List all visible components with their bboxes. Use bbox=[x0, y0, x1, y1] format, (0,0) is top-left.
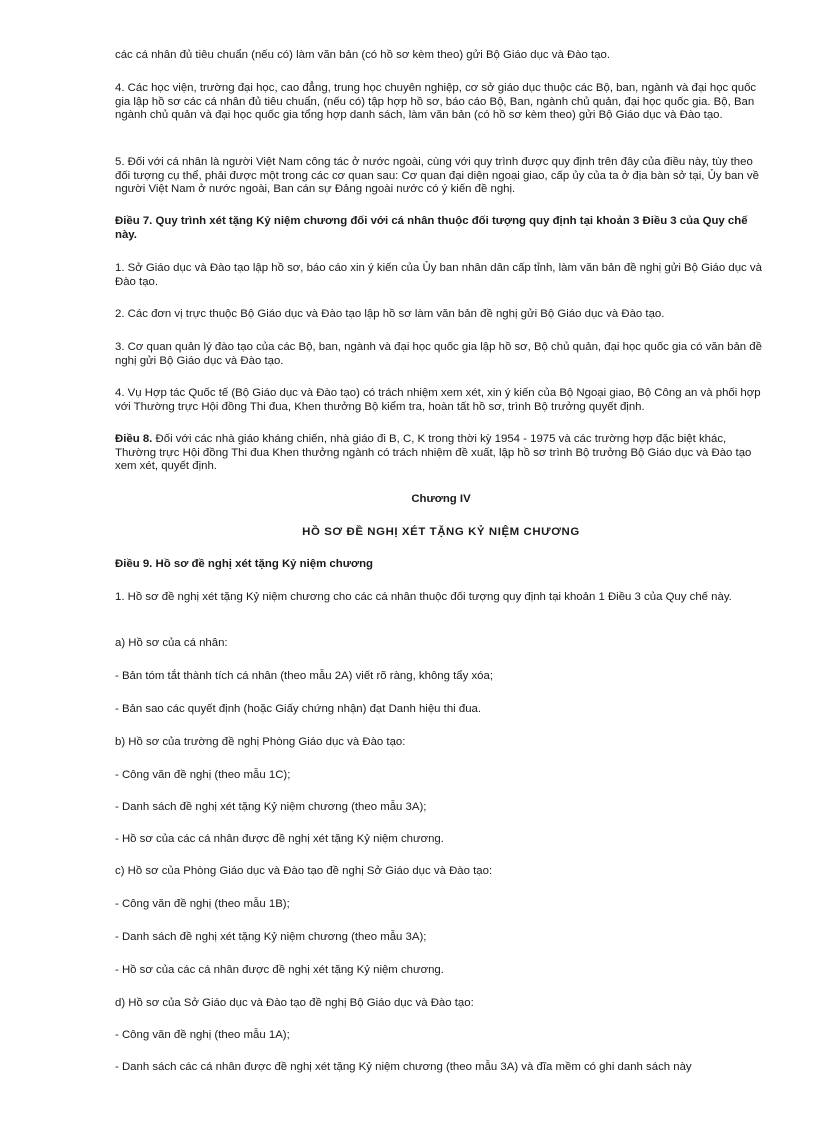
section-b-item: - Hồ sơ của các cá nhân được đề nghị xét tặng Kỷ niệm chương. bbox=[115, 833, 444, 845]
article-8-label: Điều 8. bbox=[115, 433, 153, 445]
section-b-item: - Công văn đề nghị (theo mẫu 1C); bbox=[115, 769, 291, 781]
article-7-item-2: 2. Các đơn vị trực thuộc Bộ Giáo dục và Đào tạo lập hồ sơ làm văn bản đề nghị gửi Bộ Giáo dục và Đào tạo. bbox=[115, 308, 665, 320]
article-7-item-4: 4. Vụ Hợp tác Quốc tế (Bộ Giáo dục và Đào tạo) có trách nhiệm xem xét, xin ý kiến của Bộ Ngoại giao, Bộ Công an và phối hợp với Thường trực Hội đồng Thi đua, Khen thưởng Bộ kiểm tra, hoàn tất hồ sơ, trình Bộ trưởng quyết định. bbox=[115, 387, 761, 413]
section-a-item: - Bản sao các quyết định (hoặc Giấy chứng nhận) đạt Danh hiệu thi đua. bbox=[115, 703, 482, 715]
section-c-title: c) Hồ sơ của Phòng Giáo dục và Đào tạo đề nghị Sở Giáo dục và Đào tạo: bbox=[115, 865, 493, 877]
article-8-text: Đối với các nhà giáo kháng chiến, nhà giáo đi B, C, K trong thời kỳ 1954 - 1975 và các trường hợp đặc biệt khác, Thường trực Hội đồng Thi đua Khen thưởng ngành có trách nhiệm đề xuất, lập hồ sơ trình Bộ trưởng Bộ Giáo dục và Đào tạo xem xét, quyết định. bbox=[115, 433, 752, 472]
chapter-title: HỒ SƠ ĐỀ NGHỊ XÉT TẶNG KỶ NIỆM CHƯƠNG bbox=[302, 526, 580, 538]
article-7-item-3: 3. Cơ quan quản lý đào tạo của các Bộ, ban, ngành và đại học quốc gia lập hồ sơ, Bộ chủ quản, đại học quốc gia có văn bản đề nghị gửi Bộ Giáo dục và Đào tạo. bbox=[115, 341, 762, 367]
section-a-title: a) Hồ sơ của cá nhân: bbox=[115, 637, 228, 649]
section-c-item: - Hồ sơ của các cá nhân được đề nghị xét tặng Kỷ niệm chương. bbox=[115, 964, 444, 976]
section-d-title: d) Hồ sơ của Sở Giáo dục và Đào tạo đề nghị Bộ Giáo dục và Đào tạo: bbox=[115, 997, 474, 1009]
article-7-item-1: 1. Sở Giáo dục và Đào tạo lập hồ sơ, báo cáo xin ý kiến của Ủy ban nhân dân cấp tỉnh, làm văn bản đề nghị gửi Bộ Giáo dục và Đào tạo. bbox=[115, 262, 762, 288]
article-9-item-1: 1. Hồ sơ đề nghị xét tặng Kỷ niệm chương cho các cá nhân thuộc đối tượng quy định tại khoản 1 Điều 3 của Quy chế này. bbox=[115, 591, 732, 603]
section-d-item: - Công văn đề nghị (theo mẫu 1A); bbox=[115, 1029, 290, 1041]
chapter-number: Chương IV bbox=[411, 493, 471, 505]
paragraph-intro: các cá nhân đủ tiêu chuẩn (nếu có) làm văn bản (có hồ sơ kèm theo) gửi Bộ Giáo dục và Đào tạo. bbox=[115, 49, 611, 61]
section-b-item: - Danh sách đề nghị xét tặng Kỷ niệm chương (theo mẫu 3A); bbox=[115, 801, 427, 813]
section-b-title: b) Hồ sơ của trường đề nghị Phòng Giáo dục và Đào tạo: bbox=[115, 736, 406, 748]
section-c-item: - Danh sách đề nghị xét tặng Kỷ niệm chương (theo mẫu 3A); bbox=[115, 931, 427, 943]
section-d-item: - Danh sách các cá nhân được đề nghị xét tặng Kỷ niệm chương (theo mẫu 3A) và đĩa mềm có ghi danh sách này bbox=[115, 1061, 692, 1073]
article-7-heading: Điều 7. Quy trình xét tặng Kỷ niệm chương đối với cá nhân thuộc đối tượng quy định tại khoản 3 Điều 3 của Quy chế này. bbox=[115, 215, 748, 241]
article-9-heading: Điều 9. Hồ sơ đề nghị xét tặng Kỷ niệm chương bbox=[115, 558, 373, 570]
paragraph-item-5: 5. Đối với cá nhân là người Việt Nam công tác ở nước ngoài, cùng với quy trình được quy định trên đây của điều này, tùy theo đối tượng cụ thể, phải được một trong các cơ quan sau: Cơ quan đại diện ngoại giao, cấp ủy của ta ở địa bàn sở tại, Ủy ban về người Việt Nam ở nước ngoài, Ban cán sự Đảng ngoài nước có ý kiến đề nghị. bbox=[115, 156, 759, 195]
paragraph-item-4: 4. Các học viện, trường đại học, cao đẳng, trung học chuyên nghiệp, cơ sở giáo dục thuộc các Bộ, ban, ngành và đại học quốc gia lập hồ sơ các cá nhân đủ tiêu chuẩn, (nếu có) tập hợp hồ sơ, báo cáo Bộ, Ban, ngành chủ quản, đại học quốc gia. Bộ, Ban ngành chủ quản và đại học quốc gia tổng hợp danh sách, làm văn bản (có hồ sơ kèm theo) gửi Bộ Giáo dục và Đào tạo. bbox=[115, 82, 757, 121]
section-a-item: - Bản tóm tắt thành tích cá nhân (theo mẫu 2A) viết rõ ràng, không tẩy xóa; bbox=[115, 670, 494, 682]
article-8-paragraph bbox=[115, 433, 767, 474]
section-c-item: - Công văn đề nghị (theo mẫu 1B); bbox=[115, 898, 290, 910]
